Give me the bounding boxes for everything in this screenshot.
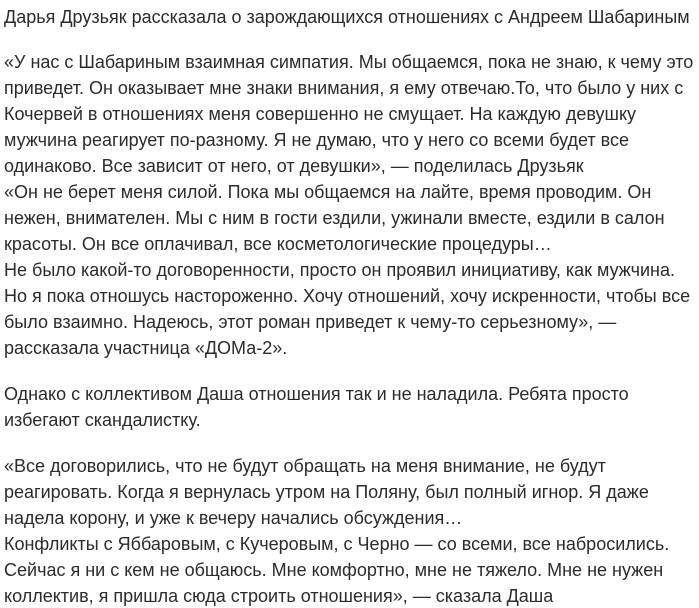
article-line: рассказала участница «ДОМа-2».	[4, 338, 288, 358]
article-line: Сейчас я ни с кем не общаюсь. Мне комфортно, мне не тяжело. Мне не нужен	[4, 560, 664, 580]
article-line: Кочервей в отношениях меня совершенно не смущает. На каждую девушку	[4, 104, 637, 124]
article-line: Но я пока отношусь настороженно. Хочу отношений, хочу искренности, чтобы все	[4, 286, 691, 306]
article-line: «Все договорились, что не будут обращать на меня внимание, не будут	[4, 456, 606, 476]
article-line: коллектив, я пришла сюда строить отношения», — сказала Даша	[4, 586, 554, 606]
article-line: Не было какой-то договоренности, просто он проявил инициативу, как мужчина.	[4, 260, 675, 280]
article-line: нежен, внимателен. Мы с ним в гости ездили, ужинали вместе, ездили в салон	[4, 208, 665, 228]
article-line: «Он не берет меня силой. Пока мы общаемся на лайте, время проводим. Он	[4, 182, 652, 202]
article-title: Дарья Друзьяк рассказала о зарождающихся отношениях с Андреем Шабариным	[4, 7, 690, 27]
article-line: одинаково. Все зависит от него, от девушки», — поделилась Друзьяк	[4, 156, 584, 176]
article-line: мужчина реагирует по-разному. Я не думаю, что у него со всеми будет все	[4, 130, 630, 150]
article-line: приведет. Он оказывает мне знаки внимания, я ему отвечаю.То, что было у них с	[4, 78, 684, 98]
article-line: Однако с коллективом Даша отношения так и не наладила. Ребята просто	[4, 384, 629, 404]
article-line: избегают скандалистку.	[4, 410, 201, 430]
article-line: красоты. Он все оплачивал, все косметологические процедуры…	[4, 234, 552, 254]
article-line: надела корону, и уже к вечеру начались обсуждения…	[4, 508, 463, 528]
article-line: было взаимно. Надеюсь, этот роман приведет к чему-то серьезному», —	[4, 312, 617, 332]
article-line: Конфликты с Яббаровым, с Кучеровым, с Черно — со всеми, все набросились.	[4, 534, 670, 554]
article-line: реагировать. Когда я вернулась утром на Поляну, был полный игнор. Я даже	[4, 482, 649, 502]
article-line: «У нас с Шабариным взаимная симпатия. Мы общаемся, пока не знаю, к чему это	[4, 52, 694, 72]
